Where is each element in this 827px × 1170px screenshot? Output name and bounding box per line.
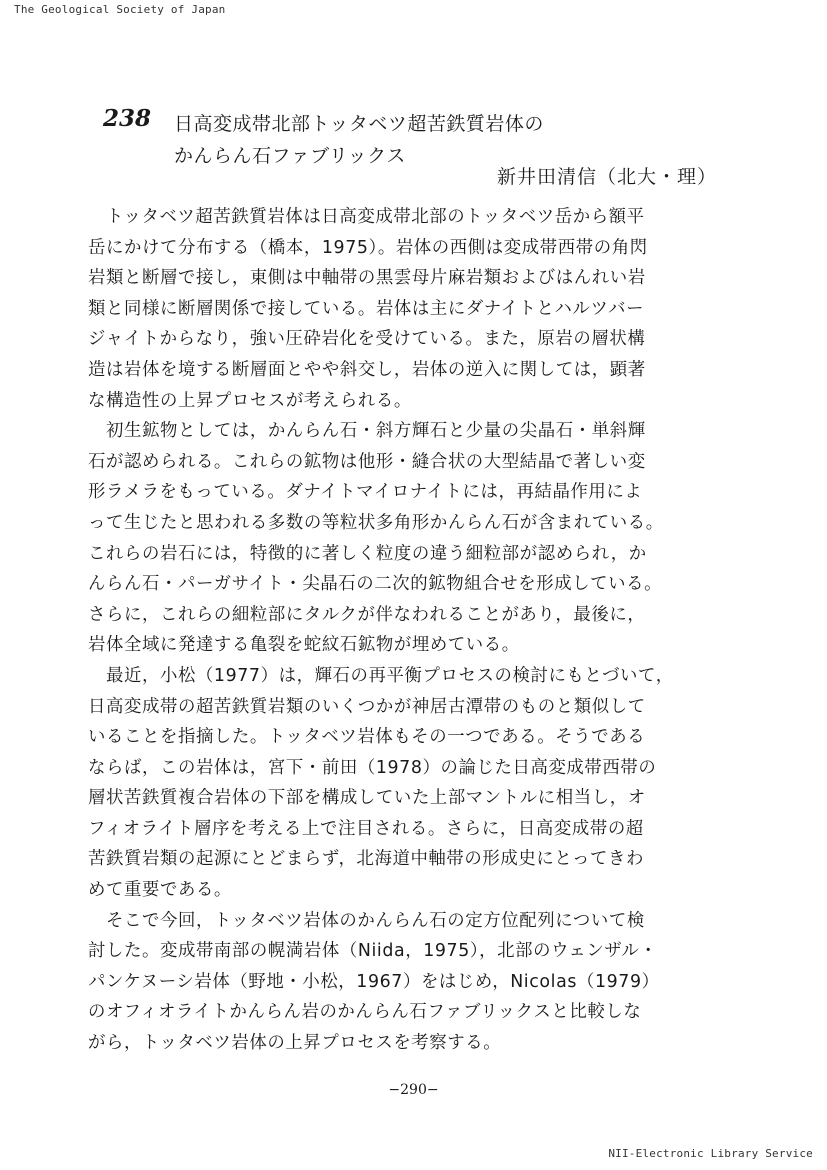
body-line: んらん石・パーガサイト・尖晶石の二次的鉱物組合せを形成している。 — [88, 574, 663, 595]
title-line-2: かんらん石ファブリックス — [174, 145, 406, 167]
body-line: のオフィオライトかんらん岩のかんらん石ファブリックスと比較しな — [88, 1002, 642, 1023]
body-line: 形ラメラをもっている。ダナイトマイロナイトには，再結晶作用によ — [88, 482, 643, 503]
title-line-1: 日高変成帯北部トッタベツ超苦鉄質岩体の — [174, 113, 544, 135]
body-line: フィオライト層序を考える上で注目される。さらに，日高変成帯の超 — [88, 818, 644, 839]
body-line: がら，トッタベツ岩体の上昇プロセスを考察する。 — [88, 1033, 502, 1054]
body-line: 岩体全域に発達する亀裂を蛇紋石鉱物が埋めている。 — [88, 635, 520, 656]
body-line: ジャイトからなり，強い圧砕岩化を受けている。また，原岩の層状構 — [88, 329, 646, 350]
abstract-number: 238 — [103, 105, 152, 132]
body-line: 石が認められる。これらの鉱物は他形・縫合状の大型結晶で著しい変 — [88, 451, 646, 472]
body-line: 日高変成帯の超苦鉄質岩類のいくつかが神居古潭帯のものと類似して — [88, 696, 646, 717]
author-affiliation: 新井田清信（北大・理） — [497, 166, 718, 188]
abstract-body — [88, 202, 738, 1059]
body-line: 造は岩体を境する断層面とやや斜交し，岩体の逆入に関しては，顕著 — [88, 359, 646, 380]
body-line: な構造性の上昇プロセスが考えられる。 — [88, 390, 412, 411]
body-line: これらの岩石には，特徴的に著しく粒度の違う細粒部が認められ，か — [88, 543, 647, 564]
body-line: そこで今回，トッタベツ岩体のかんらん石の定方位配列について検 — [88, 910, 645, 931]
body-line: ならば，この岩体は，宮下・前田（1978）の論じた日高変成帯西帯の — [88, 757, 657, 778]
body-line: パンケヌーシ岩体（野地・小松，1967）をはじめ，Nicolas（1979） — [88, 971, 660, 992]
body-line: 層状苦鉄質複合岩体の下部を構成していた上部マントルに相当し，オ — [88, 788, 646, 809]
body-line: いることを指摘した。トッタベツ岩体もその一つである。そうである — [88, 727, 646, 748]
body-line: 岩類と断層で接し，東側は中軸帯の黒雲母片麻岩類およびはんれい岩 — [88, 268, 646, 289]
body-line: めて重要である。 — [88, 880, 232, 901]
body-line: さらに，これらの細粒部にタルクが伴なわれることがあり，最後に， — [88, 604, 646, 625]
body-line: 類と同様に断層関係で接している。岩体は主にダナイトとハルツバー — [88, 298, 645, 319]
body-line: 最近，小松（1977）は，輝石の再平衡プロセスの検討にもとづいて， — [88, 665, 674, 686]
page-number: −290− — [388, 1082, 439, 1098]
body-line: 岳にかけて分布する（橋本，1975）。岩体の西側は変成帯西帯の角閃 — [88, 237, 648, 258]
body-line: 討した。変成帯南部の幌満岩体（Niida，1975），北部のウェンザル・ — [88, 941, 658, 962]
body-line: 初生鉱物としては，かんらん石・斜方輝石と少量の尖晶石・単斜輝 — [88, 421, 646, 442]
body-line: トッタベツ超苦鉄質岩体は日高変成帯北部のトッタベツ岳から額平 — [88, 207, 645, 227]
body-line: って生じたと思われる多数の等粒状多角形かんらん石が含まれている。 — [88, 512, 664, 533]
journal-source-label: The Geological Society of Japan — [14, 3, 226, 16]
body-line: 苦鉄質岩類の起源にとどまらず，北海道中軸帯の形成史にとってきわ — [88, 849, 644, 870]
library-service-label: NII-Electronic Library Service — [608, 1147, 813, 1160]
